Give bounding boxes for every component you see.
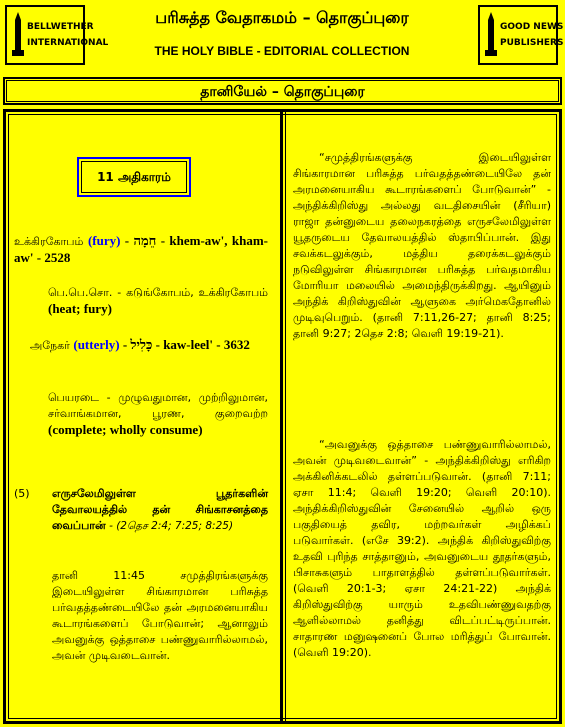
verse-heading: எருசலேமிலுள்ள பூதர்களின் தேவாலயத்தில் தன் சிங்காசனத்தை வைப்பான் - (2தெச 2:4; 7:25; 8:25) <box>52 487 268 532</box>
commentary-paragraph-1: “சமுத்திரங்களுக்கு இடையிலுள்ள சிங்காரமான பரிசுத்த பர்வதத்தண்டையிலே தன் அரமனையாகிய கூடாரங்களைப் போடுவான்” - அந்திக்கிறிஸ்து அல்லது வடதிசையின் (சீரியா) ராஜா தன்னுடைய தலைநகரத்தை எருசலேமிலுள்ள யூதருடைய தேவாலயத்தில் ஸ்தாபிப்பான். இது சவக்கடலுக்கும், மத்திய தரைக்கடலுக்கும் நடுவிலுள்ள சிங்காரமான பரிசுத்த பர்வதமாகிய மோரியா மலையில் அமைந்திருக்கிறது. ஆயினும் அந்திக் கிறிஸ்துவின் ஆளுகை அர்மெகதோனில் முடிவுபெறும். (தானி 7:11,26-27; தானி 8:25; தானி 9:27; 2தெச 2:8; வெளி 19:19-21). <box>293 151 551 340</box>
word-entry-utterly: அநேகர் (utterly) - כָּלִיל - kaw-leel' - 3632 <box>30 337 250 352</box>
logo-right-line2: PUBLISHERS <box>500 38 564 48</box>
title-tamil: பரிசுத்த வேதாகமம் – தொகுப்புரை <box>155 8 409 27</box>
book-title-bar <box>3 77 562 105</box>
word-definition-fury: பெ.பெ.சொ. - கடுங்கோபம், உக்கிரகோபம் (heat; fury) <box>48 286 268 316</box>
logo-left-line1: BELLWETHER <box>27 22 94 32</box>
commentary-paragraph-2: “அவனுக்கு ஒத்தாசை பண்ணுவாரில்லாமல், அவன் முடிவடைவான்” - அந்திக்கிறிஸ்து எரிகிற அக்கினிக்கடலில் தள்ளப்படுவான். (தானி 7:11; ஏசா 11:4; வெளி 19:20; வெளி 20:10). அந்திக்கிறிஸ்துவின் சேனையில் ஆறில் ஒரு பகுதியைத் தவிர, மற்றவர்கள் அழிக்கப் படுவார்கள். (எசே 39:2). அந்திக் கிறிஸ்துவிற்கு உதவி புரிந்த சாத்தானும், அவனுடைய தூதர்களும், பிசாசுகளும் பாதாளத்தில் தள்ளப்படுவார்கள். (வெளி 20:1-3; ஏசா 24:21-22) அந்திக் கிறிஸ்துவிற்கு யாரும் உதவிபண்ணுவதற்கு ஆளில்லாமல் தனித்து விடப்பட்டிருப்பான். சாதாரண மனுஷனைப் போல மரித்துப் போவான். (வெளி 19:20). <box>293 438 551 659</box>
header <box>0 0 565 72</box>
word-english-fury: (fury) <box>87 233 121 248</box>
book-title: தானியேல் – தொகுப்புரை <box>6 80 559 102</box>
chapter-heading: 11 அதிகாரம் <box>77 157 191 197</box>
word-entry-fury: உக்கிரகோபம் (fury) - חֵמָה - khem-aw', kham-aw' - 2528 <box>14 233 268 265</box>
column-divider <box>280 111 283 722</box>
verse-paragraph: தானி 11:45 சமுத்திரங்களுக்கு இடையிலுள்ள சிங்காரமான பரிசுத்த பர்வதத்தண்டையிலே தன் அரமனையாகிய கூடாரங்களைப் போடுவான்; ஆனாலும் அவனுக்கு ஒத்தாசை பண்ணுவாரில்லாமல், அவன் முடிவடைவான். <box>52 569 268 662</box>
logo-right-line1: GOOD NEWS <box>500 22 564 32</box>
verse-number: (5) <box>14 487 30 500</box>
logo-left-line2: INTERNATIONAL <box>27 38 109 48</box>
word-definition-utterly: பெயரடை - முழுவதுமான, முற்றிலுமான, சர்வாங்கமான, பூரண, குறைவற்ற (complete; wholly consume) <box>48 391 268 437</box>
lighthouse-icon <box>9 10 27 60</box>
good-news-logo <box>478 5 564 65</box>
lighthouse-icon <box>482 10 500 60</box>
word-english-utterly: (utterly) <box>73 337 120 352</box>
bellwether-logo <box>5 5 109 65</box>
title-english: THE HOLY BIBLE - EDITORIAL COLLECTION <box>154 44 410 58</box>
